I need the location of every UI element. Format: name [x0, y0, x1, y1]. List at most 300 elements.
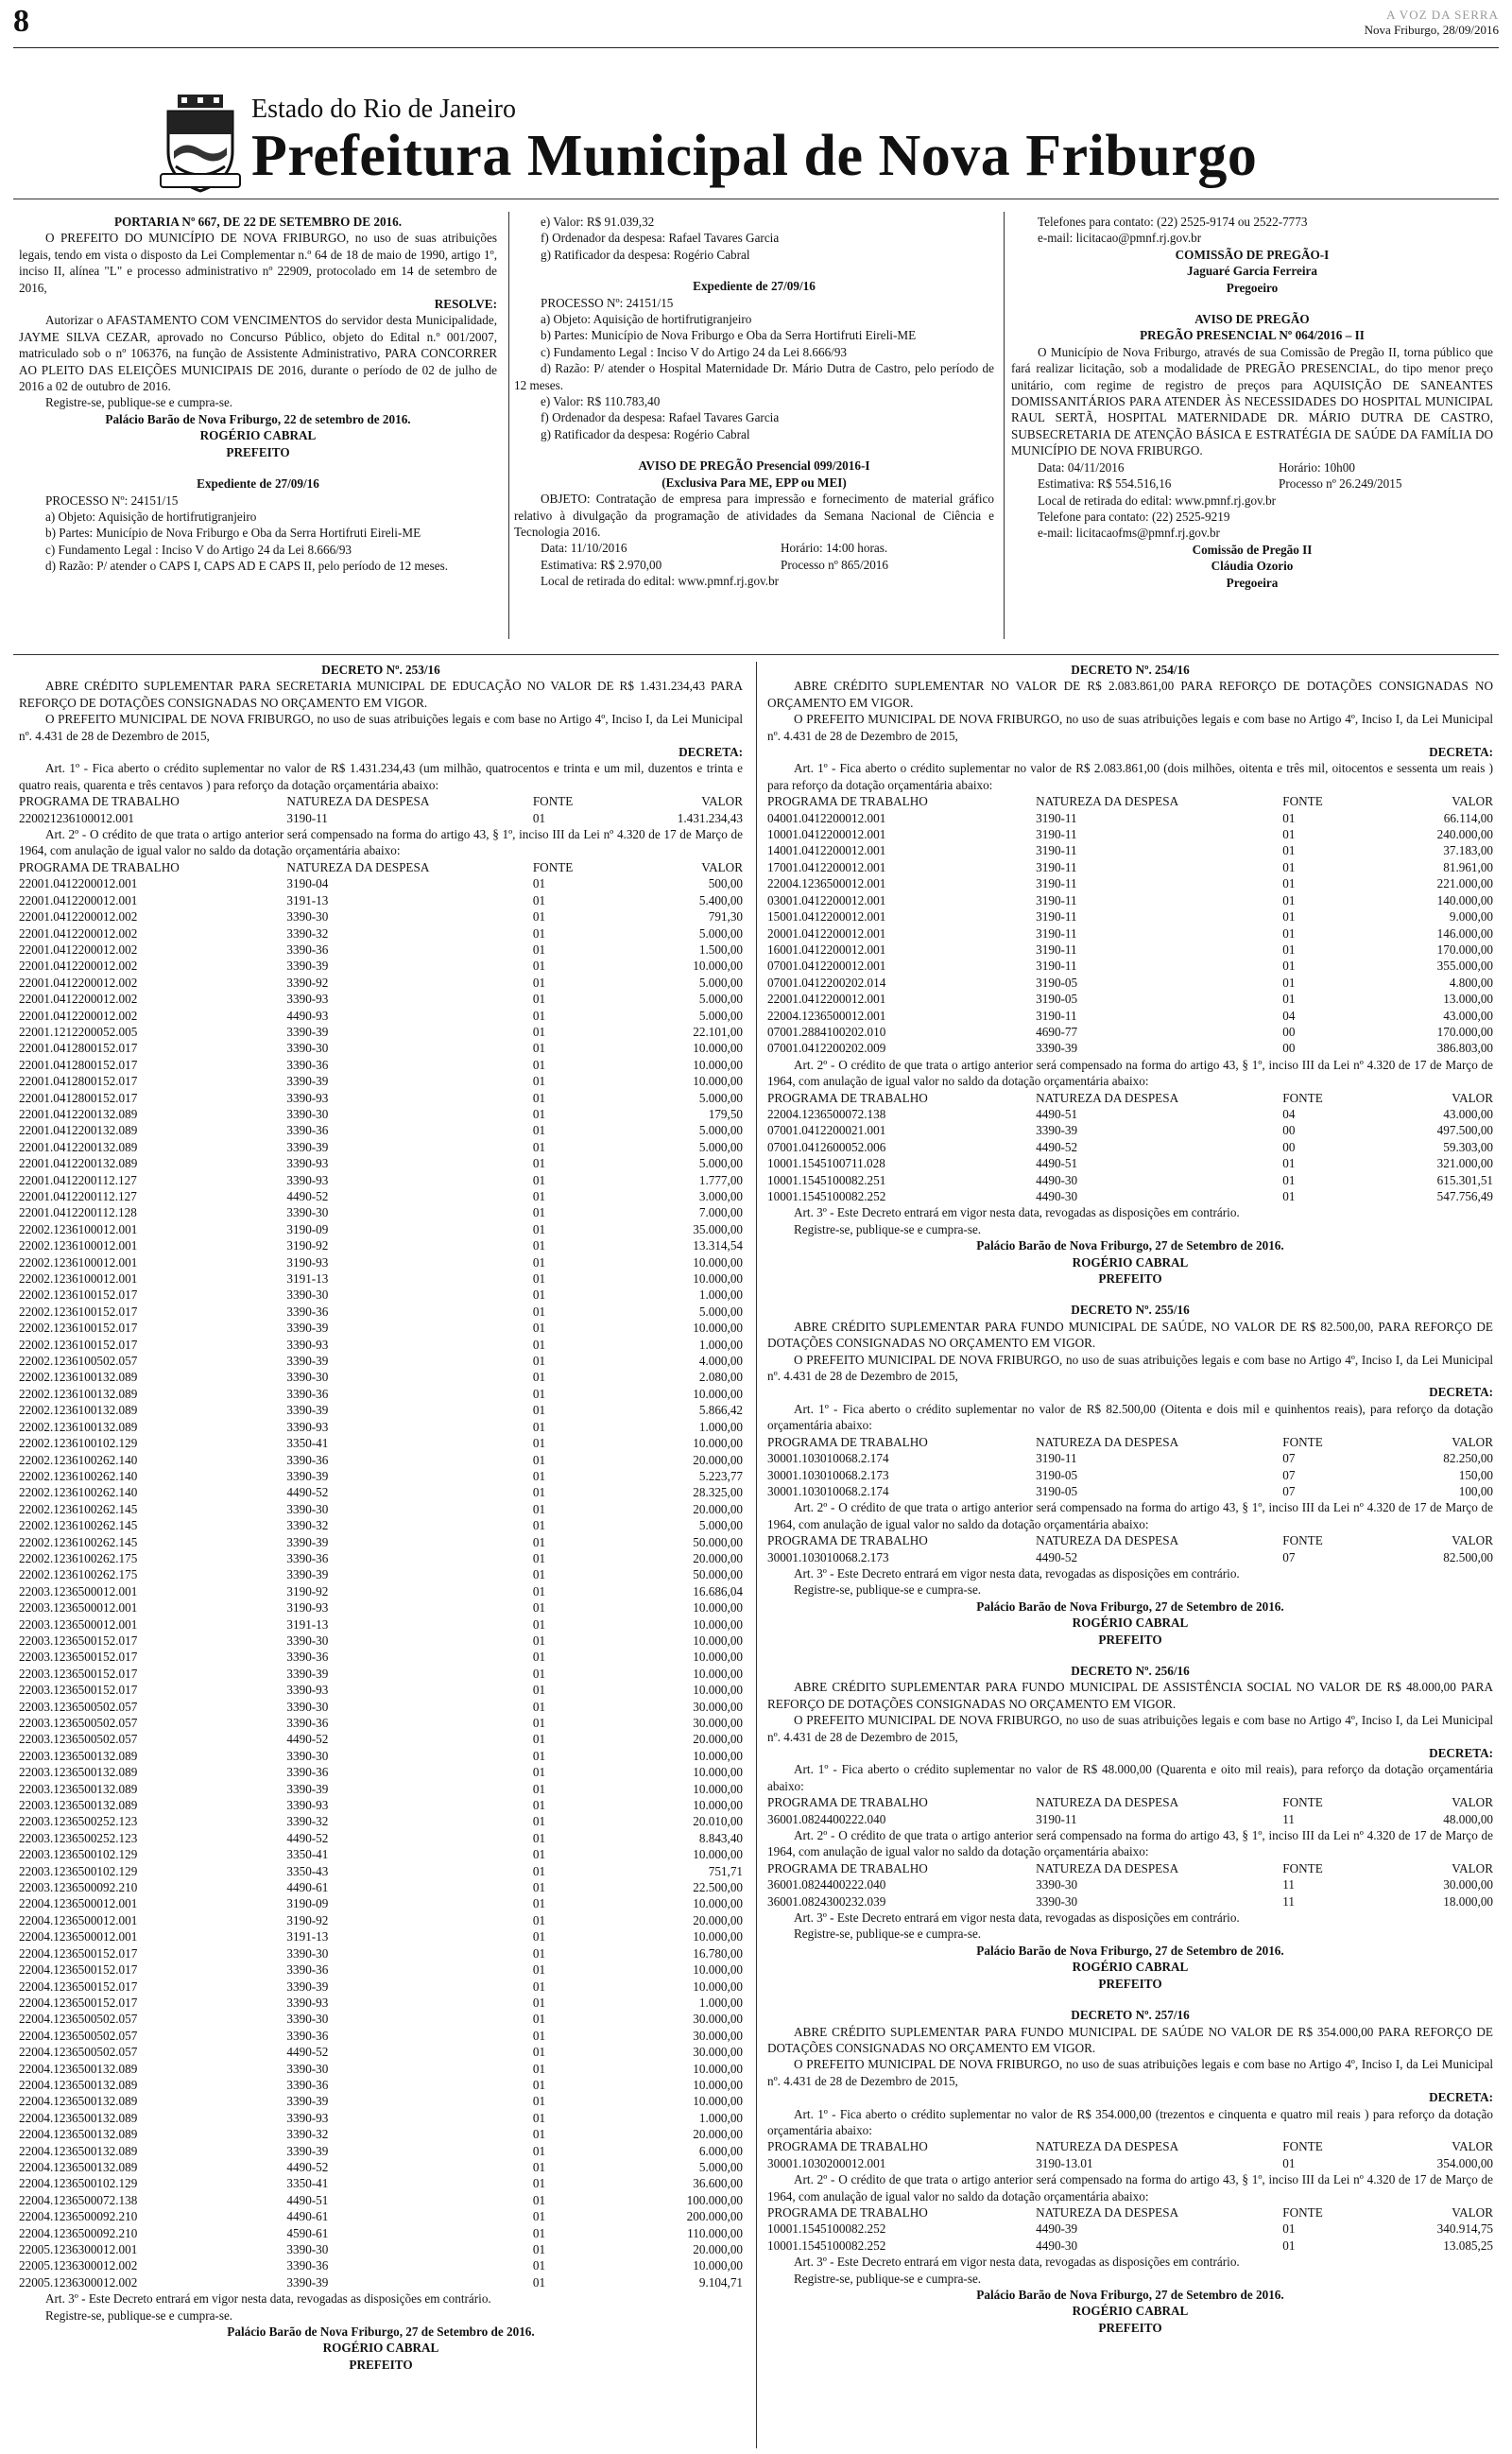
table-row	[19, 1895, 743, 1911]
table-cell: 01	[532, 1436, 546, 1451]
table-cell: 07	[1282, 1549, 1296, 1564]
table-cell: 3390-36	[286, 1386, 329, 1401]
table-cell: 3390-30	[286, 2012, 329, 2027]
table-cell: 3390-30	[286, 1699, 329, 1714]
table-cell: 10.000,00	[693, 1074, 743, 1089]
table-cell: 01	[532, 2061, 546, 2076]
table-cell: 01	[532, 2176, 546, 2191]
palacio-line: Palácio Barão de Nova Friburgo, 22 de setembro de 2016.	[105, 411, 411, 426]
table-cell: 22003.1236500012.001	[19, 1616, 138, 1632]
decreto-art2: Art. 2º - O crédito de que trata o artigo anterior será compensado na forma do artigo 43, § 1º, inciso III da Lei nº 4.320 de 17 de Março de 1964, com anulação de igual valor no saldo da dotação orçamentária abaixo:	[767, 1057, 1493, 1089]
table-cell: 14001.0412200012.001	[767, 843, 886, 858]
table-cell: 3190-05	[1036, 1483, 1078, 1498]
registre-text: Registre-se, publique-se e cumpra-se.	[45, 395, 233, 410]
table-row	[19, 1813, 743, 1829]
table-cell: 01	[532, 2077, 546, 2092]
table-row	[19, 1945, 743, 1961]
table-cell: 01	[532, 2143, 546, 2158]
table-cell: 50.000,00	[693, 1534, 743, 1549]
table-row	[19, 1122, 743, 1138]
table-row	[19, 2208, 743, 2224]
table-cell: 01	[532, 1172, 546, 1187]
registre-text: Registre-se, publique-se e cumpra-se.	[45, 2307, 233, 2323]
dotacao-table	[767, 1860, 1493, 1910]
table-cell: 10.000,00	[693, 2258, 743, 2273]
table-cell: 3390-30	[286, 1748, 329, 1763]
table-cell: 3390-93	[286, 1798, 329, 1813]
table-cell: 10.000,00	[693, 2077, 743, 2092]
table-cell: 01	[532, 1633, 546, 1648]
table-cell: 3390-30	[286, 1041, 329, 1056]
table-cell: 30.000,00	[693, 1716, 743, 1730]
table-header-row	[767, 2204, 1493, 2221]
dotacao-table	[767, 793, 1493, 1057]
table-cell: 01	[532, 1765, 546, 1780]
prefeitura-title: Prefeitura Municipal de Nova Friburgo	[251, 124, 1258, 188]
signer-name: ROGÉRIO CABRAL	[1072, 1254, 1189, 1270]
table-header-row	[767, 793, 1493, 809]
table-cell: 3190-05	[1036, 992, 1078, 1007]
table-cell: 07001.2884100202.010	[767, 1024, 886, 1039]
table-cell: 07	[1282, 1483, 1296, 1498]
table-cell: 01	[532, 1666, 546, 1681]
table-cell: 01	[532, 1205, 546, 1220]
table-cell: 01	[532, 1929, 546, 1944]
table-header-cell: NATUREZA DA DESPESA	[1036, 794, 1179, 809]
table-cell: 01	[532, 1321, 546, 1336]
registre-text: Registre-se, publique-se e cumpra-se.	[794, 1582, 982, 1598]
table-row	[19, 1402, 743, 1418]
decreto-art2: Art. 2º - O crédito de que trata o artigo anterior será compensado na forma do artigo 43, § 1º, inciso III da Lei nº 4.320 de 17 de Março de 1964, com anulação de igual valor no saldo da dotação orçamentária abaixo:	[767, 1828, 1493, 1859]
table-cell: 36001.0824400222.040	[767, 1877, 886, 1892]
table-header-cell: VALOR	[1452, 2139, 1493, 2154]
table-cell: 22002.1236100012.001	[19, 1221, 138, 1236]
table-cell: 03001.0412200012.001	[767, 892, 886, 907]
table-cell: 22003.1236500152.017	[19, 1683, 138, 1698]
palacio-line: Palácio Barão de Nova Friburgo, 27 de Setembro de 2016.	[227, 2324, 535, 2340]
table-cell: 8.843,40	[698, 1830, 743, 1845]
table-header-row	[767, 1860, 1493, 1876]
table-row	[19, 1204, 743, 1220]
table-cell: 240.000,00	[1436, 827, 1493, 842]
table-cell: 37.183,00	[1443, 843, 1493, 858]
table-cell: 4490-52	[286, 1485, 329, 1500]
decreto-preamble: O PREFEITO MUNICIPAL DE NOVA FRIBURGO, no uso de suas atribuições legais e com base no Artigo 4º, Inciso I, da Lei Municipal nº. 4.431 de 28 de Dezembro de 2015,	[19, 712, 743, 743]
table-cell: 22002.1236100132.089	[19, 1370, 138, 1385]
aviso-process: Processo nº 865/2016	[781, 557, 888, 572]
table-row	[19, 925, 743, 942]
pregao-date: Data: 04/11/2016	[1038, 459, 1125, 475]
table-cell: 01	[532, 1468, 546, 1483]
table-cell: 3190-11	[1036, 959, 1077, 974]
table-cell: 01	[532, 810, 546, 825]
table-cell: 3390-36	[286, 1057, 329, 1072]
table-header-cell: PROGRAMA DE TRABALHO	[767, 1090, 928, 1105]
table-cell: 01	[532, 1600, 546, 1616]
table-cell: 01	[532, 1123, 546, 1138]
table-row	[767, 2238, 1493, 2254]
expediente-line: b) Partes: Município de Nova Friburgo e Oba da Serra Hortifruti Eireli-ME	[541, 328, 917, 343]
table-cell: 11	[1282, 1877, 1295, 1892]
table-cell: 9.000,00	[1449, 909, 1493, 925]
decreta-label: DECRETA:	[1429, 2090, 1493, 2105]
table-row	[767, 942, 1493, 958]
table-cell: 3390-93	[286, 1683, 329, 1698]
table-row	[19, 1369, 743, 1385]
table-cell: 01	[532, 1583, 546, 1599]
table-cell: 3390-36	[286, 1962, 329, 1978]
table-cell: 3390-93	[286, 1156, 329, 1171]
table-row	[767, 1549, 1493, 1565]
table-cell: 3350-43	[286, 1863, 329, 1878]
dotacao-table	[767, 1090, 1493, 1205]
table-row	[19, 2274, 743, 2290]
table-cell: 22003.1236500252.123	[19, 1814, 138, 1829]
table-cell: 36.600,00	[693, 2176, 743, 2191]
table-cell: 20.000,00	[693, 1452, 743, 1467]
table-cell: 179,50	[708, 1106, 743, 1121]
decreto-title: DECRETO Nº. 256/16	[1071, 1663, 1190, 1678]
table-cell: 22001.0412200112.128	[19, 1205, 137, 1220]
table-cell: 22004.1236500092.210	[19, 2225, 138, 2240]
contact-email: e-mail: licitacao@pmnf.rj.gov.br	[1038, 231, 1202, 246]
expediente-line: c) Fundamento Legal : Inciso V do Artigo 24 da Lei 8.666/93	[541, 344, 848, 359]
table-cell: 20.000,00	[693, 1912, 743, 1927]
table-header-cell: PROGRAMA DE TRABALHO	[767, 1860, 928, 1875]
table-cell: 10.000,00	[693, 1650, 743, 1665]
table-cell: 10.000,00	[693, 2061, 743, 2076]
signer-role: PREFEITO	[1098, 2320, 1162, 2335]
table-cell: 4.000,00	[698, 1354, 743, 1369]
table-cell: 01	[532, 942, 546, 957]
table-cell: 3390-39	[286, 1074, 329, 1089]
table-cell: 22004.1236500132.089	[19, 2061, 138, 2076]
table-row	[767, 2155, 1493, 2171]
table-cell: 3390-93	[286, 992, 329, 1007]
decreto-256	[767, 1663, 1493, 1992]
table-cell: 4490-52	[286, 2045, 329, 2060]
table-row	[19, 2175, 743, 2191]
table-cell: 5.000,00	[698, 1156, 743, 1171]
table-cell: 01	[532, 992, 546, 1007]
portaria-title: PORTARIA Nº 667, DE 22 DE SETEMBRO DE 2016.	[113, 215, 403, 229]
table-cell: 10.000,00	[693, 1321, 743, 1336]
aviso-subtitle: (Exclusiva Para ME, EPP ou MEI)	[662, 475, 847, 490]
table-row	[19, 1830, 743, 1846]
table-cell: 01	[532, 1650, 546, 1665]
table-cell: 01	[532, 2045, 546, 2060]
table-cell: 10.000,00	[693, 1962, 743, 1978]
table-row	[19, 1764, 743, 1780]
table-cell: 3390-39	[286, 1403, 329, 1418]
table-cell: 01	[532, 1814, 546, 1829]
table-cell: 22001.0412200132.089	[19, 1106, 138, 1121]
table-cell: 22001.0412200132.089	[19, 1139, 138, 1154]
table-cell: 10.000,00	[693, 1748, 743, 1763]
table-cell: 3191-13	[286, 1929, 329, 1944]
table-cell: 1.000,00	[698, 2110, 743, 2125]
table-cell: 10.000,00	[693, 1057, 743, 1072]
table-cell: 200.000,00	[686, 2209, 743, 2224]
table-header-cell: PROGRAMA DE TRABALHO	[767, 1434, 928, 1449]
table-row	[19, 1304, 743, 1320]
table-cell: 01	[532, 1139, 546, 1154]
table-row	[767, 859, 1493, 875]
signer-role: PREFEITO	[1098, 1271, 1162, 1287]
table-row	[19, 1073, 743, 1089]
table-cell: 3390-93	[286, 1090, 329, 1105]
table-cell: 3390-39	[286, 1354, 329, 1369]
table-cell: 3390-36	[286, 1716, 329, 1730]
table-row	[19, 991, 743, 1007]
table-row	[767, 1188, 1493, 1204]
table-header-row	[767, 1434, 1493, 1450]
table-row	[767, 1040, 1493, 1056]
table-cell: 3350-41	[286, 1436, 329, 1451]
table-cell: 22004.1236500012.001	[767, 876, 886, 891]
table-header-row	[767, 1794, 1493, 1810]
dotacao-table	[767, 1532, 1493, 1565]
expediente-line: d) Razão: P/ atender o Hospital Maternidade Dr. Mário Dutra de Castro, pelo período de 12 meses.	[514, 361, 994, 392]
table-cell: 10.000,00	[693, 1633, 743, 1648]
table-cell: 22001.0412200012.001	[19, 892, 138, 907]
table-row	[767, 925, 1493, 942]
signer-name: ROGÉRIO CABRAL	[1072, 1960, 1189, 1975]
table-cell: 10001.1545100711.028	[767, 1156, 885, 1171]
table-cell: 22004.1236500152.017	[19, 1995, 138, 2010]
table-row	[19, 942, 743, 958]
aviso-time: Horário: 14:00 horas.	[781, 541, 888, 556]
comissao2-title: Comissão de Pregão II	[1192, 542, 1313, 557]
table-cell: 22003.1236500502.057	[19, 1716, 138, 1730]
table-cell: 3390-32	[286, 925, 329, 941]
table-cell: 01	[532, 1189, 546, 1203]
decreto-preamble: O PREFEITO MUNICIPAL DE NOVA FRIBURGO, no uso de suas atribuições legais e com base no Artigo 4º, Inciso I, da Lei Municipal nº. 4.431 de 28 de Dezembro de 2015,	[767, 712, 1493, 743]
table-row	[19, 1748, 743, 1764]
table-cell: 22003.1236500152.017	[19, 1650, 138, 1665]
decreta-label: DECRETA:	[1429, 745, 1493, 760]
table-row	[767, 1024, 1493, 1040]
table-cell: 35.000,00	[693, 1221, 743, 1236]
palacio-line: Palácio Barão de Nova Friburgo, 27 de Setembro de 2016.	[976, 1943, 1284, 1958]
table-cell: 22.500,00	[693, 1880, 743, 1895]
table-cell: 5.223,77	[698, 1468, 743, 1483]
table-cell: 01	[532, 2242, 546, 2256]
column-portaria	[19, 214, 497, 639]
table-row	[19, 1155, 743, 1171]
table-cell: 3190-04	[286, 876, 329, 891]
table-row	[767, 1008, 1493, 1024]
table-cell: 22001.0412200012.002	[19, 942, 138, 957]
table-header-cell: FONTE	[1282, 2204, 1323, 2220]
dotacao-table	[767, 1434, 1493, 1500]
table-cell: 615.301,51	[1436, 1172, 1493, 1187]
table-cell: 22003.1236500252.123	[19, 1830, 138, 1845]
table-cell: 547.756,49	[1436, 1189, 1493, 1203]
table-cell: 01	[532, 1354, 546, 1369]
aviso-local: Local de retirada do edital: www.pmnf.rj.gov.br	[541, 574, 780, 589]
table-cell: 01	[532, 1699, 546, 1714]
table-row	[19, 2126, 743, 2142]
table-cell: 01	[532, 1254, 546, 1270]
table-cell: 20.000,00	[693, 1501, 743, 1516]
pregoeira-role: Pregoeira	[1226, 575, 1279, 590]
table-row	[19, 2192, 743, 2208]
table-row	[19, 2061, 743, 2077]
table-header-row	[19, 859, 743, 875]
registre-text: Registre-se, publique-se e cumpra-se.	[794, 1927, 982, 1942]
table-row	[19, 1106, 743, 1122]
table-cell: 22004.1236500132.089	[19, 2143, 138, 2158]
table-cell: 3390-32	[286, 1814, 329, 1829]
table-cell: 01	[532, 1452, 546, 1467]
table-cell: 22004.1236500152.017	[19, 1945, 138, 1961]
table-cell: 01	[532, 2012, 546, 2027]
table-cell: 3390-39	[286, 1567, 329, 1582]
table-cell: 791,30	[708, 909, 743, 925]
table-cell: 22004.1236500012.001	[767, 1008, 886, 1023]
table-cell: 3390-93	[286, 1337, 329, 1352]
table-row	[19, 1435, 743, 1451]
table-cell: 4490-52	[286, 1732, 329, 1747]
decreto-ementa: ABRE CRÉDITO SUPLEMENTAR PARA FUNDO MUNICIPAL DE SAÚDE NO VALOR DE R$ 354.000,00 PARA REFORÇO DE DOTAÇÕES CONSIGNADAS NO ORÇAMENTO EM VIGOR.	[767, 2024, 1493, 2055]
table-row	[19, 1699, 743, 1715]
decreto-preamble: O PREFEITO MUNICIPAL DE NOVA FRIBURGO, no uso de suas atribuições legais e com base no Artigo 4º, Inciso I, da Lei Municipal nº. 4.431 de 28 de Dezembro de 2015,	[767, 1713, 1493, 1744]
table-cell: 3191-13	[286, 1271, 329, 1287]
table-header-cell: VALOR	[1452, 794, 1493, 809]
table-cell: 1.000,00	[698, 1337, 743, 1352]
table-row	[19, 975, 743, 991]
table-cell: 22001.1212200052.005	[19, 1024, 138, 1039]
table-cell: 01	[532, 1912, 546, 1927]
table-cell: 22005.1236300012.001	[19, 2242, 138, 2256]
table-cell: 22004.1236500132.089	[19, 2094, 138, 2109]
table-cell: 3390-39	[286, 1024, 329, 1039]
table-cell: 22.101,00	[693, 1024, 743, 1039]
state-name: Estado do Rio de Janeiro	[251, 95, 516, 124]
pregoeiro-role: Pregoeiro	[1226, 280, 1279, 295]
table-cell: 04	[1282, 1008, 1296, 1023]
table-row	[19, 1633, 743, 1649]
table-cell: 7.000,00	[698, 1205, 743, 1220]
table-cell: 10.000,00	[693, 1847, 743, 1862]
table-cell: 22002.1236100152.017	[19, 1304, 138, 1319]
table-cell: 3390-39	[1036, 1041, 1078, 1056]
table-cell: 3190-11	[1036, 827, 1077, 842]
table-cell: 500,00	[708, 876, 743, 891]
table-row	[19, 1979, 743, 1995]
table-cell: 01	[532, 1386, 546, 1401]
table-cell: 3190-11	[1036, 859, 1077, 874]
table-row	[767, 1155, 1493, 1171]
pregao-phone: Telefone para contato: (22) 2525-9219	[1038, 509, 1230, 524]
table-cell: 20.000,00	[693, 1550, 743, 1565]
table-cell: 3390-30	[286, 1287, 329, 1303]
table-cell: 3.000,00	[698, 1189, 743, 1203]
table-header-cell: FONTE	[1282, 794, 1323, 809]
table-cell: 10.000,00	[693, 1386, 743, 1401]
table-cell: 497.500,00	[1436, 1123, 1493, 1138]
table-cell: 5.000,00	[698, 1008, 743, 1023]
column-expediente	[514, 214, 994, 639]
dotacao-table	[767, 2138, 1493, 2171]
table-cell: 3390-39	[286, 2274, 329, 2290]
table-cell: 5.000,00	[698, 1123, 743, 1138]
table-cell: 22001.0412200012.002	[19, 975, 138, 990]
table-cell: 01	[532, 2209, 546, 2224]
decreto-art2: Art. 2º - O crédito de que trata o artigo anterior será compensado na forma do artigo 43, § 1º, inciso III da Lei nº 4.320 de 17 de Março de 1964, com anulação de igual valor no saldo da dotação orçamentária abaixo:	[19, 827, 743, 858]
table-cell: 10.000,00	[693, 1765, 743, 1780]
table-cell: 17001.0412200012.001	[767, 859, 886, 874]
table-cell: 01	[1282, 909, 1296, 925]
table-header-row	[767, 1532, 1493, 1548]
table-cell: 18.000,00	[1443, 1893, 1493, 1909]
comissao-title: COMISSÃO DE PREGÃO-I	[1175, 247, 1330, 262]
table-cell: 3190-13.01	[1036, 2155, 1093, 2170]
pregao-title: PREGÃO PRESENCIAL Nº 064/2016 – II	[1140, 328, 1365, 343]
table-cell: 01	[532, 1732, 546, 1747]
table-cell: 22002.1236100132.089	[19, 1403, 138, 1418]
table-cell: 50.000,00	[693, 1567, 743, 1582]
table-cell: 3190-11	[1036, 1008, 1077, 1023]
table-row	[19, 1731, 743, 1747]
table-cell: 3390-93	[286, 2110, 329, 2125]
table-cell: 3390-30	[286, 1205, 329, 1220]
table-cell: 11	[1282, 1893, 1295, 1909]
table-cell: 22004.1236500132.089	[19, 2127, 138, 2142]
decreto-253	[19, 662, 743, 2448]
table-row	[767, 908, 1493, 925]
table-cell: 3390-30	[286, 1501, 329, 1516]
table-cell: 10001.0412200012.001	[767, 827, 886, 842]
table-cell: 43.000,00	[1443, 1008, 1493, 1023]
table-cell: 2.080,00	[698, 1370, 743, 1385]
table-row	[767, 1139, 1493, 1155]
table-cell: 22004.1236500132.089	[19, 2110, 138, 2125]
table-cell: 22005.1236300012.002	[19, 2258, 138, 2273]
table-cell: 3190-11	[1036, 1811, 1077, 1826]
decreto-art3: Art. 3º - Este Decreto entrará em vigor nesta data, revogadas as disposições em contrário.	[794, 1565, 1240, 1581]
aviso-estimate: Estimativa: R$ 2.970,00	[541, 557, 662, 572]
table-cell: 321.000,00	[1436, 1156, 1493, 1171]
table-header-cell: PROGRAMA DE TRABALHO	[19, 794, 180, 809]
table-row	[19, 1337, 743, 1353]
table-cell: 3390-39	[286, 1139, 329, 1154]
table-row	[19, 1254, 743, 1270]
table-header-cell: PROGRAMA DE TRABALHO	[19, 859, 180, 874]
table-cell: 22001.0412800152.017	[19, 1090, 138, 1105]
table-cell: 22004.1236500152.017	[19, 1979, 138, 1994]
table-row	[19, 1188, 743, 1204]
table-cell: 5.000,00	[698, 992, 743, 1007]
table-cell: 22001.0412200112.127	[19, 1172, 137, 1187]
table-cell: 30001.103010068.2.174	[767, 1451, 889, 1466]
table-cell: 01	[532, 892, 546, 907]
signer-name: ROGÉRIO CABRAL	[199, 428, 317, 443]
table-cell: 140.000,00	[1436, 892, 1493, 907]
table-cell: 07001.0412600052.006	[767, 1139, 886, 1154]
table-row	[767, 1106, 1493, 1122]
aviso-title: AVISO DE PREGÃO Presencial 099/2016-I	[638, 458, 870, 474]
table-cell: 01	[532, 2028, 546, 2043]
table-row	[19, 1287, 743, 1303]
table-header-cell: PROGRAMA DE TRABALHO	[767, 2139, 928, 2154]
table-cell: 10001.1545100082.252	[767, 2221, 886, 2237]
expediente-line: g) Ratificador da despesa: Rogério Cabral	[541, 247, 750, 262]
table-cell: 01	[532, 1008, 546, 1023]
column-divider	[756, 662, 757, 2448]
table-cell: 30.000,00	[693, 2045, 743, 2060]
